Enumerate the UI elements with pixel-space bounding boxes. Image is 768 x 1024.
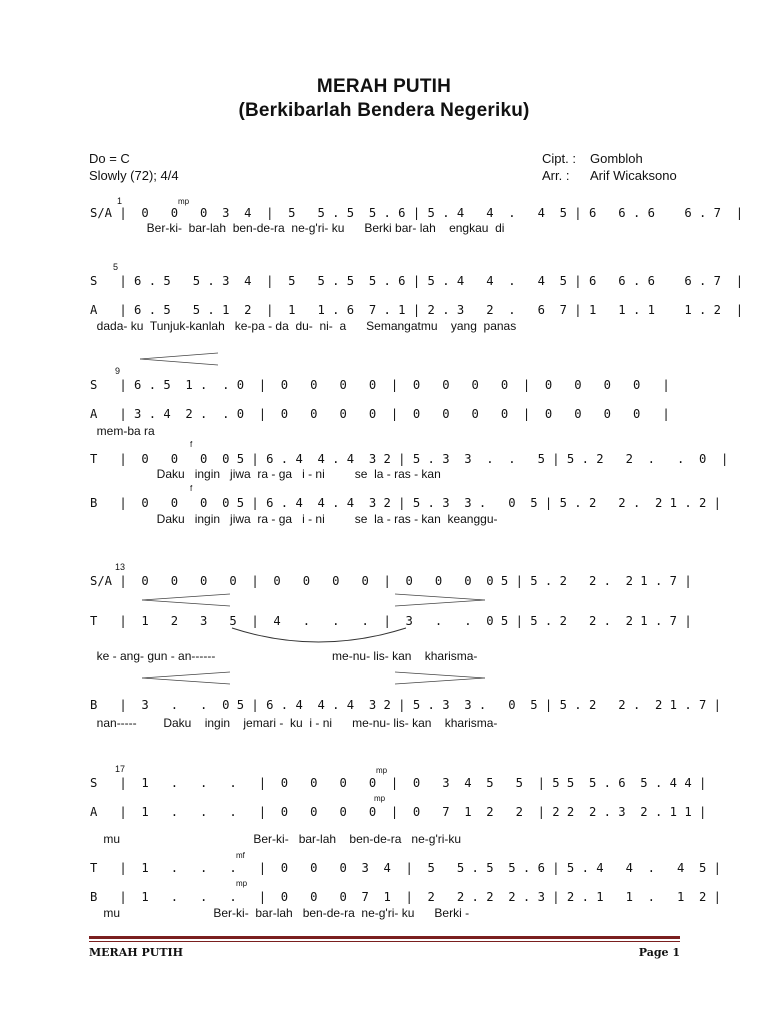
lyric-line: Ber-ki- bar-lah ben-de-ra ne-g'ri- ku Berki bar- lah engkau di [90, 221, 505, 235]
lyric-line: ke - ang- gun - an------ me-nu- lis- kan kharisma- [90, 649, 478, 663]
notation-line-t: T | 0 0 0 0 5 | 6 . 4 4 . 4 3 2 | 5 . 3 3 . . 5 | 5 . 2 2 . . 0 | [90, 452, 729, 466]
dynamic-marking: mf [236, 851, 245, 860]
arranger-row [542, 167, 677, 184]
page-title: MERAH PUTIH [316, 76, 452, 97]
measure-number: 5 [113, 262, 119, 272]
notation-line-t: T | 1 . . . | 0 0 0 3 4 | 5 5 . 5 5 . 6 | 5 . 4 4 . 4 5 | [90, 861, 722, 875]
dynamic-marking: mp [376, 766, 388, 775]
measure-number: 1 [117, 196, 123, 206]
lyric-line: Daku ingin jiwa ra - ga i - ni se la - ras - kan [90, 467, 441, 481]
lyric-line: nan----- Daku ingin jemari - ku i - ni me-nu- lis- kan kharisma- [90, 716, 498, 730]
composer-name: Gombloh [590, 151, 643, 166]
lyric-line: mem-ba ra [90, 424, 155, 438]
measure-number: 17 [115, 764, 126, 774]
notation-line-b: B | 0 0 0 0 5 | 6 . 4 4 . 4 3 2 | 5 . 3 3 . 0 5 | 5 . 2 2 . 2 1 . 2 | [90, 496, 722, 510]
notation-line-s: S | 1 . . . | 0 0 0 0 | 0 3 4 5 5 | 5 5 5 . 6 5 . 4 4 | [90, 776, 707, 790]
footer-title: MERAH PUTIH [89, 946, 184, 959]
notation-line-s: S | 6 . 5 1 . . 0 | 0 0 0 0 | 0 0 0 0 | 0 0 0 0 | [90, 378, 670, 392]
dynamic-marking: mp [236, 879, 248, 888]
notation-line-b: B | 1 . . . | 0 0 0 7 1 | 2 2 . 2 2 . 3 | 2 . 1 1 . 1 2 | [90, 890, 722, 904]
composer-label: Cipt. : [542, 151, 576, 166]
hairpin-markings [140, 592, 680, 608]
notation-line-s: S | 6 . 5 5 . 3 4 | 5 5 . 5 5 . 6 | 5 . 4 4 . 4 5 | 6 6 . 6 6 . 7 | [90, 274, 744, 288]
slur-arc [230, 626, 410, 648]
notation-line-sa: S/A | 0 0 0 3 4 | 5 5 . 5 5 . 6 | 5 . 4 4 . 4 5 | 6 6 . 6 6 . 7 | [90, 206, 744, 220]
dynamic-marking: f [190, 440, 193, 449]
notation-line-a: A | 3 . 4 2 . . 0 | 0 0 0 0 | 0 0 0 0 | 0 0 0 0 | [90, 407, 670, 421]
lyric-line: dada- ku Tunjuk-kanlah ke-pa - da du- ni- a Semangatmu yang panas [90, 319, 517, 333]
composer-row [542, 150, 677, 167]
lyric-line: Daku ingin jiwa ra - ga i - ni se la - ras - kan keanggu- [90, 512, 498, 526]
page-subtitle: (Berkibarlah Bendera Negeriku) [238, 100, 530, 121]
notation-line-a: A | 6 . 5 5 . 1 2 | 1 1 . 6 7 . 1 | 2 . 3 2 . 6 7 | 1 1 . 1 1 . 2 | [90, 303, 744, 317]
lyric-line: mu Ber-ki- bar-lah ben-de-ra ne-g'ri-ku [90, 832, 462, 846]
notation-line-a: A | 1 . . . | 0 0 0 0 | 0 7 1 2 2 | 2 2 2 . 3 2 . 1 1 | [90, 805, 707, 819]
lyric-line: mu Ber-ki- bar-lah ben-de-ra ne-g'ri- ku Berki - [90, 906, 470, 920]
credits [542, 150, 677, 184]
measure-number: 13 [115, 562, 126, 572]
footer-divider [89, 936, 680, 939]
arranger-name: Arif Wicaksono [590, 168, 677, 183]
tempo-marking: Slowly (72); 4/4 [89, 168, 179, 183]
dynamic-marking: mp [374, 794, 386, 803]
notation-line-t: T | 1 2 3 5 | 4 . . . | 3 . . 0 5 | 5 . 2 2 . 2 1 . 7 | [90, 614, 692, 628]
key-signature: Do = C [89, 151, 130, 166]
arranger-label: Arr. : [542, 168, 570, 183]
decrescendo-hairpin [140, 352, 220, 366]
dynamic-marking: f [190, 484, 193, 493]
footer-divider-thin [89, 941, 680, 942]
dynamic-marking: mp [178, 197, 190, 206]
measure-number: 9 [115, 366, 121, 376]
notation-line-sa: S/A | 0 0 0 0 | 0 0 0 0 | 0 0 0 0 5 | 5 . 2 2 . 2 1 . 7 | [90, 574, 692, 588]
page-number: Page 1 [638, 946, 680, 959]
hairpin-markings [140, 670, 680, 686]
song-info [89, 150, 179, 184]
notation-line-b: B | 3 . . 0 5 | 6 . 4 4 . 4 3 2 | 5 . 3 3 . 0 5 | 5 . 2 2 . 2 1 . 7 | [90, 698, 722, 712]
